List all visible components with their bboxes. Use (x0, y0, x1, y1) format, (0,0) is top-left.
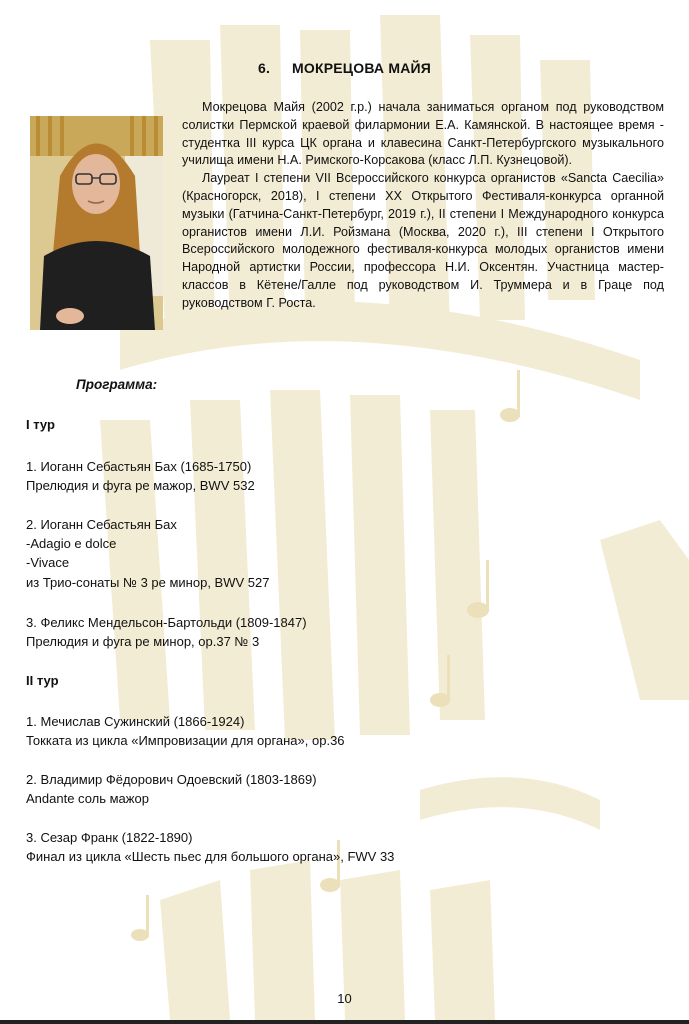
program-item-line: 1. Мечислав Сужинский (1866-1924) (26, 714, 245, 729)
performer-number: 6. (257, 60, 271, 76)
tour-2-label: II тур (26, 673, 59, 688)
program-item-line: Прелюдия и фуга ре минор, op.37 № 3 (26, 634, 260, 650)
program-item (26, 828, 394, 866)
performer-heading (0, 60, 689, 76)
program-item-line: Токката из цикла «Импровизации для органа», op.36 (26, 733, 345, 749)
program-item-line: 3. Сезар Франк (1822-1890) (26, 830, 193, 845)
biography-paragraph: Лауреат I степени VII Всероссийского конкурса органистов «Sancta Caecilia» (Красногорск, 2018), I степени XX Открытого Фестиваля-конкурса органной музыки (Гатчина-Санкт-Петербург, 2019 г.), II степени I Международного конкурса органистов имени Л.И. Ройзмана (Москва, 2020 г.), III степени I Открытого Всероссийского молодежного фестиваля-конкурса молодых органистов имени Народной артистки России, профессора Н.И. Оксентян. Участница мастер-классов в Кётене/Галле под руководством И. Труммера и в Граце под руководством Г. Роста. (182, 171, 664, 310)
performer-name: МОКРЕЦОВА МАЙЯ (292, 60, 432, 76)
program-item-line: Финал из цикла «Шесть пьес для большого органа», FWV 33 (26, 849, 395, 865)
tour-1-label: I тур (26, 417, 55, 432)
program-item-line: 2. Иоганн Себастьян Бах (26, 517, 177, 532)
program-item-line: -Adagio e dolce (26, 536, 117, 552)
program-item (26, 712, 345, 750)
performer-photo (30, 116, 163, 330)
program-title: Программа: (76, 377, 158, 392)
program-item-line: 1. Иоганн Себастьян Бах (1685-1750) (26, 459, 252, 474)
page-number: 10 (337, 991, 352, 1006)
program-item (26, 457, 255, 495)
program-item-line: 2. Владимир Фёдорович Одоевский (1803-1869) (26, 772, 317, 787)
program-item-line: Andante соль мажор (26, 791, 149, 807)
program-item-line: Прелюдия и фуга ре мажор, BWV 532 (26, 478, 255, 494)
program-item-line: из Трио-сонаты № 3 ре минор, BWV 527 (26, 574, 270, 590)
program-item (26, 770, 317, 808)
bottom-border (0, 1020, 689, 1024)
program-item (26, 613, 307, 651)
program-item (26, 515, 269, 592)
program-item-line: 3. Феликс Мендельсон-Бартольди (1809-1847) (26, 615, 307, 630)
program-item-line: -Vivace (26, 555, 70, 571)
biography-paragraph: Мокрецова Майя (2002 г.р.) начала заниматься органом под руководством солистки Пермской краевой филармонии Е.А. Камянской. В настоящее время - студентка III курса ЦК органа и клавесина Санкт-Петербургского музыкального училища имени Н.А. Римского-Корсакова (класс Л.П. Кузнецовой). (182, 100, 664, 168)
performer-biography (182, 99, 664, 313)
